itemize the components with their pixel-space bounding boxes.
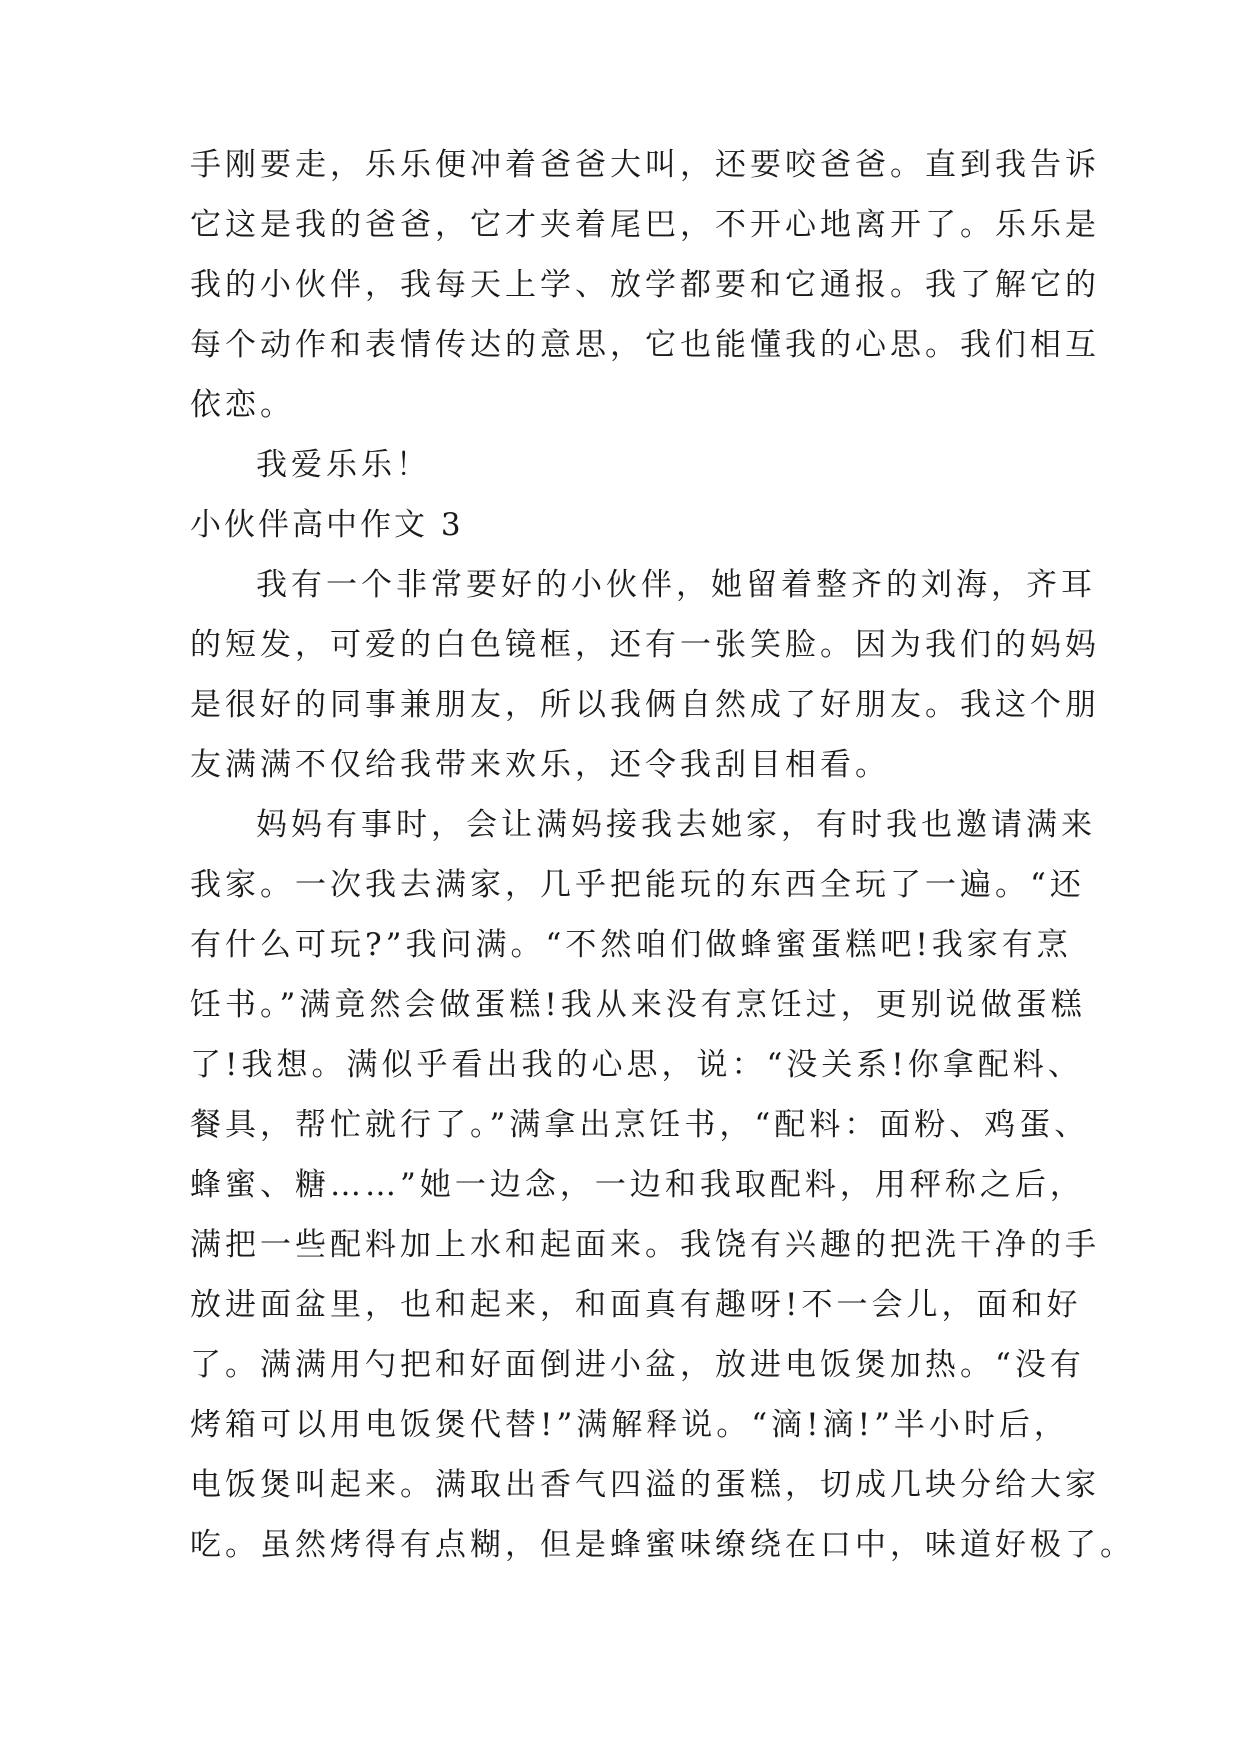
document-body <box>190 135 1135 1575</box>
closing-line: 我爱乐乐！ <box>256 447 431 483</box>
text-line: 友满满不仅给我带来欢乐，还令我刮目相看。 <box>190 747 890 783</box>
text-line: 有什么可玩?”我问满。“不然咱们做蜂蜜蛋糕吧!我家有烹 <box>190 927 1072 963</box>
text-line: 餐具，帮忙就行了。”满拿出烹饪书，“配料：面粉、鸡蛋、 <box>190 1107 1090 1143</box>
text-line: 是很好的同事兼朋友，所以我俩自然成了好朋友。我这个朋 <box>190 687 1100 723</box>
text-line: 依恋。 <box>190 387 295 423</box>
text-line: 我的小伙伴，我每天上学、放学都要和它通报。我了解它的 <box>190 267 1100 303</box>
text-line: 满把一些配料加上水和起面来。我饶有兴趣的把洗干净的手 <box>190 1227 1100 1263</box>
text-line: 饪书。”满竟然会做蛋糕!我从来没有烹饪过，更别说做蛋糕 <box>190 987 1086 1023</box>
text-line: 电饭煲叫起来。满取出香气四溢的蛋糕，切成几块分给大家 <box>190 1467 1100 1503</box>
essay-title: 小伙伴高中作文 3 <box>190 507 464 543</box>
text-line: 放进面盆里，也和起来，和面真有趣呀!不一会儿，面和好 <box>190 1287 1082 1323</box>
text-line: 了!我想。满似乎看出我的心思，说：“没关系!你拿配料、 <box>190 1047 1083 1083</box>
text-line: 手刚要走，乐乐便冲着爸爸大叫，还要咬爸爸。直到我告诉 <box>190 147 1100 183</box>
text-line: 烤箱可以用电饭煲代替!”满解释说。“滴!滴!”半小时后， <box>190 1407 1069 1443</box>
text-line: 吃。虽然烤得有点糊，但是蜂蜜味缭绕在口中，味道好极了。 <box>190 1527 1135 1563</box>
text-line: 它这是我的爸爸，它才夹着尾巴，不开心地离开了。乐乐是 <box>190 207 1100 243</box>
text-line: 妈妈有事时，会让满妈接我去她家，有时我也邀请满来 <box>256 807 1096 843</box>
text-line: 每个动作和表情传达的意思，它也能懂我的心思。我们相互 <box>190 327 1100 363</box>
text-line: 蜂蜜、糖……”她一边念，一边和我取配料，用秤称之后， <box>190 1167 1085 1203</box>
text-line: 我家。一次我去满家，几乎把能玩的东西全玩了一遍。“还 <box>190 867 1085 903</box>
text-line: 了。满满用勺把和好面倒进小盆，放进电饭煲加热。“没有 <box>190 1347 1085 1383</box>
text-line: 的短发，可爱的白色镜框，还有一张笑脸。因为我们的妈妈 <box>190 627 1100 663</box>
text-line: 我有一个非常要好的小伙伴，她留着整齐的刘海，齐耳 <box>256 567 1096 603</box>
